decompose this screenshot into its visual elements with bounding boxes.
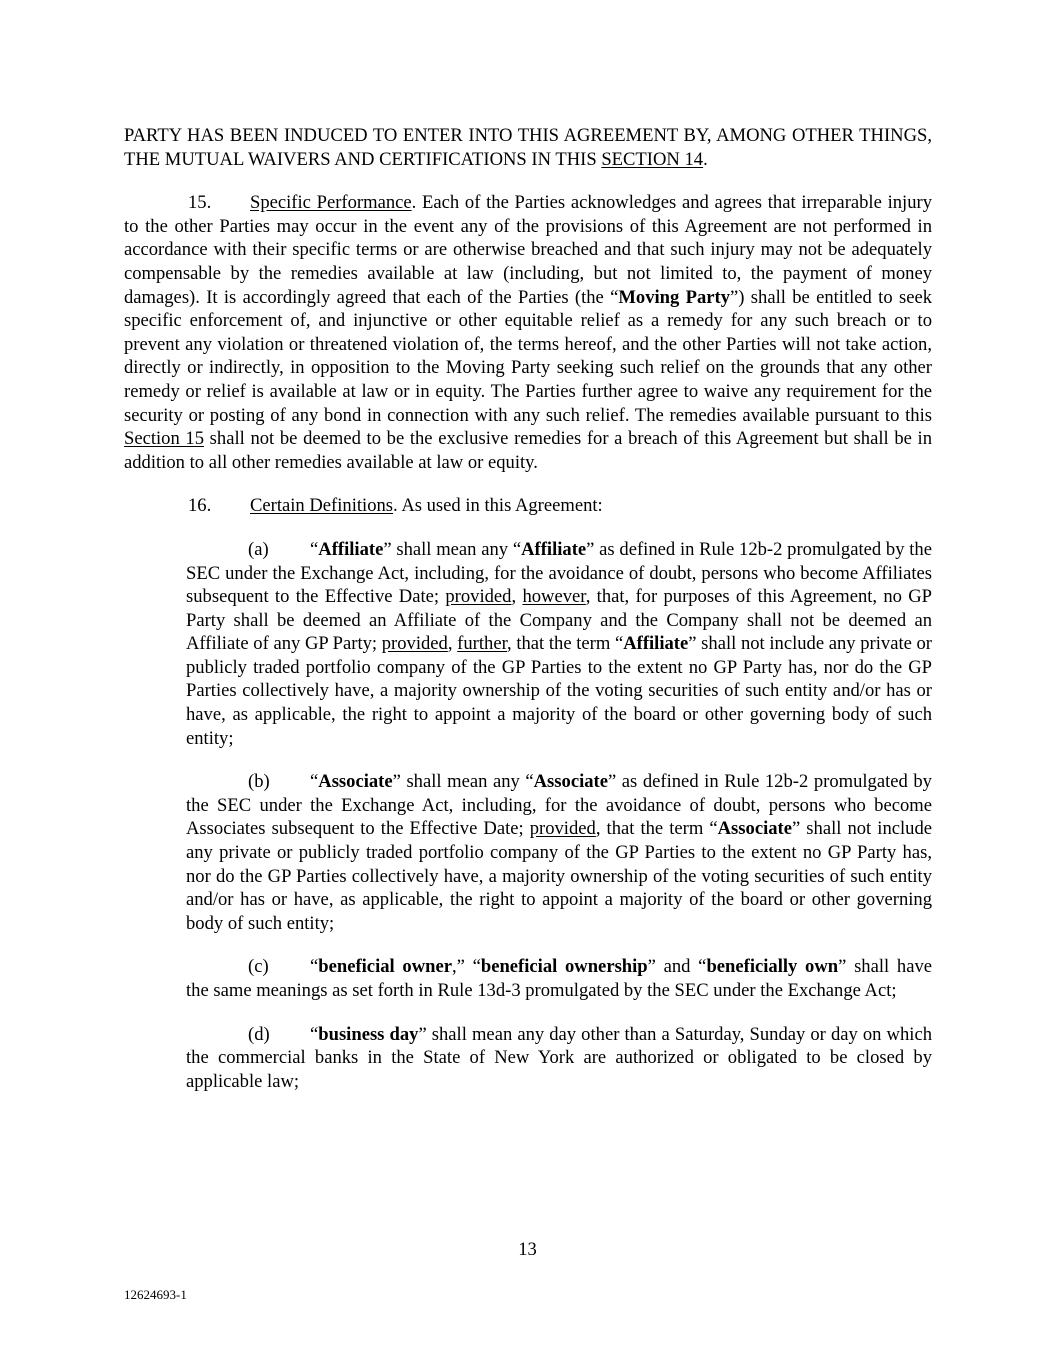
definition-c-text-3: ” shall have the same meanings as set forth in Rule 13d-3 promulgated by the SEC under the Exchange Act; xyxy=(186,956,932,1001)
definition-a-text-2: ” as defined in Rule 12b-2 promulgated by the SEC under the Exchange Act, including, for the avoidance of doubt, persons who become Affiliates subsequent to the Effective Date; xyxy=(186,538,932,608)
definition-b-text-3: , that the term “ xyxy=(595,818,718,840)
section-15-text-1: . Each of the Parties acknowledges and agrees that irreparable injury to the other Parties may occur in the event any of the provisions of this Agreement are not performed in accordance with their specific terms or are otherwise breached and that such injury may not be adequately compensable by the remedies available at law (including, but not limited to, the payment of money damages). It is accordingly agreed that each of the Parties (the “ xyxy=(124,192,932,308)
defined-term-affiliate: Affiliate xyxy=(318,538,384,560)
section-15-text-3: shall not be deemed to be the exclusive remedies for a breach of this Agreement but shall be in addition to all other remedies available at law or equity. xyxy=(124,428,933,473)
comma: , xyxy=(511,586,523,608)
underlined-however: however xyxy=(522,586,586,608)
definition-c xyxy=(186,955,932,1002)
definition-b-label: (b) xyxy=(248,771,270,793)
defined-term-associate: Associate xyxy=(318,771,393,793)
document-body xyxy=(124,124,932,1093)
definition-c-label: (c) xyxy=(248,956,269,978)
defined-term-business-day: business day xyxy=(318,1023,419,1045)
quote-mark: “ xyxy=(310,771,319,793)
underlined-provided: provided xyxy=(445,586,512,608)
definition-b-text-2: ” as defined in Rule 12b-2 promulgated by the SEC under the Exchange Act, including, for the avoidance of doubt, persons who become Associates subsequent to the Effective Date; xyxy=(186,771,932,840)
definition-a-text-5: ” shall not include any private or publicly traded portfolio company of the GP Parties to the extent no GP Party has, nor do the GP Parties collectively have, a majority ownership of the voting securities of such entity and/or has or have, as applicable, the right to appoint a majority of the board or other governing body of such entity; xyxy=(186,633,933,749)
defined-term-beneficial-owner: beneficial owner xyxy=(318,956,452,978)
underlined-provided: provided xyxy=(529,818,596,840)
defined-term-affiliate: Affiliate xyxy=(521,538,587,560)
quote-mark: “ xyxy=(310,538,319,560)
section-16-paragraph xyxy=(124,494,932,518)
quote-mark: “ xyxy=(310,956,319,978)
section-15-reference: Section 15 xyxy=(124,428,205,450)
section-16-heading: Certain Definitions xyxy=(250,495,394,517)
underlined-provided: provided xyxy=(381,633,448,655)
section-15-number: 15. xyxy=(188,192,212,214)
continuation-end: . xyxy=(703,148,708,170)
section-16-number: 16. xyxy=(188,495,212,517)
definition-b-text-1: ” shall mean any “ xyxy=(392,771,534,793)
defined-term-associate: Associate xyxy=(533,771,608,793)
definition-d xyxy=(186,1023,932,1094)
continuation-paragraph xyxy=(124,124,932,171)
comma: , xyxy=(447,633,458,655)
defined-term-associate: Associate xyxy=(717,818,792,840)
section-15-paragraph xyxy=(124,191,932,474)
definition-a xyxy=(186,538,932,750)
section-15-text-2: ”) shall be entitled to seek specific enforcement of, and injunctive or other equitable relief as a remedy for any such breach or to prevent any violation or threatened violation of, the terms hereof, and the other Parties will not take action, directly or indirectly, in opposition to the Moving Party seeking such relief on the grounds that any other remedy or relief is available at law or in equity. The Parties further agree to waive any requirement for the security or posting of any bond in connection with any such relief. The remedies available pursuant to this xyxy=(124,286,932,426)
quote-mark: “ xyxy=(310,1023,319,1045)
defined-term-affiliate: Affiliate xyxy=(623,633,689,655)
document-id: 12624693-1 xyxy=(124,1287,187,1302)
definition-d-text-1: ” shall mean any day other than a Saturday, Sunday or day on which the commercial banks in the State of New York are authorized or obligated to be closed by applicable law; xyxy=(186,1023,932,1092)
definition-d-label: (d) xyxy=(248,1023,270,1045)
section-15-heading: Specific Performance xyxy=(250,192,412,214)
defined-term-beneficial-ownership: beneficial ownership xyxy=(480,956,648,978)
definition-a-text-1: ” shall mean any “ xyxy=(383,538,522,560)
definition-b xyxy=(186,770,932,935)
section-16-intro: . As used in this Agreement: xyxy=(393,495,603,517)
definition-c-text-2: ” and “ xyxy=(647,956,707,978)
page-number: 13 xyxy=(518,1239,537,1260)
definition-a-label: (a) xyxy=(248,538,269,560)
definition-c-text-1: ,” “ xyxy=(451,956,481,978)
definition-a-text-3: , that, for purposes of this Agreement, no GP Party shall be deemed an Affiliate of the Company and the Company shall not be deemed an Affiliate of any GP Party; xyxy=(186,586,933,655)
section-14-reference: SECTION 14 xyxy=(601,148,704,170)
definition-a-text-4: , that the term “ xyxy=(507,633,624,655)
defined-term-moving-party: Moving Party xyxy=(618,286,731,308)
definition-b-text-4: ” shall not include any private or publicly traded portfolio company of the GP Parties to the extent no GP Party has, nor do the GP Parties collectively have, a majority ownership of the voting securities of such entity and/or has or have, as applicable, the right to appoint a majority of the board or other governing body of such entity; xyxy=(186,818,933,934)
defined-term-beneficially-own: beneficially own xyxy=(706,956,839,978)
underlined-further: further xyxy=(457,633,508,655)
continuation-text: PARTY HAS BEEN INDUCED TO ENTER INTO THIS AGREEMENT BY, AMONG OTHER THINGS, THE MUTUAL WAIVERS AND CERTIFICATIONS IN THIS xyxy=(124,125,932,170)
